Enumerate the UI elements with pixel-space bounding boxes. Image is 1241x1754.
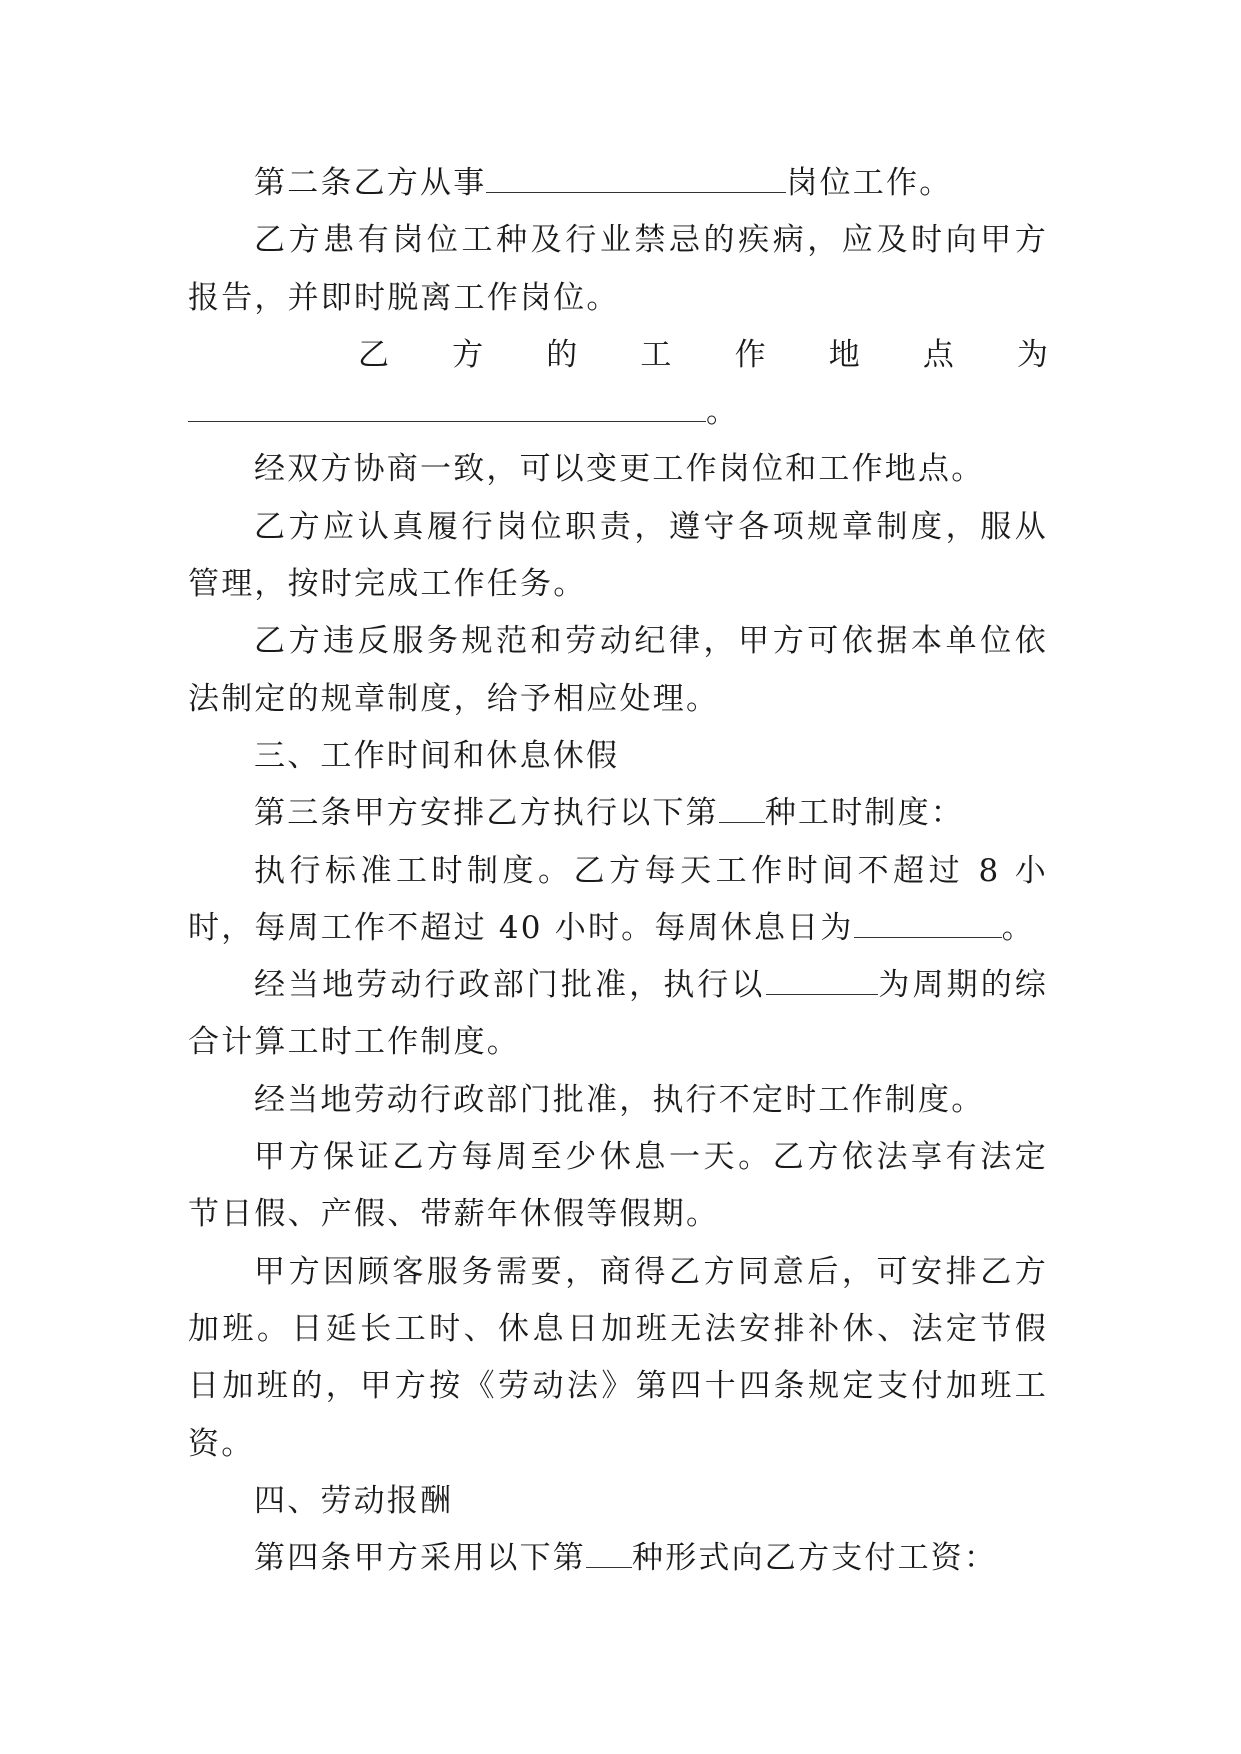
rest-guarantee-paragraph: 甲方保证乙方每周至少休息一天。乙方依法享有法定节日假、产假、带薪年休假等假期。	[188, 1139, 1048, 1233]
work-location-blank-line	[188, 384, 1048, 441]
overtime-paragraph: 甲方因顾客服务需要，商得乙方同意后，可安排乙方加班。日延长工时、休息日加班无法安排补休、法定节假日加班的，甲方按《劳动法》第四十四条规定支付加班工资。	[188, 1253, 1048, 1462]
article-3-text: 第三条甲方安排乙方执行以下第	[254, 795, 719, 832]
work-location-char: 乙	[358, 336, 389, 373]
work-location-char: 点	[922, 336, 954, 373]
article-3-paragraph	[188, 785, 1048, 842]
rest-day-blank	[854, 913, 1002, 938]
article-2-text: 第二条乙方从事	[254, 165, 487, 201]
taboo-disease-paragraph: 乙方患有岗位工种及行业禁忌的疾病，应及时向甲方报告，并即时脱离工作岗位。	[188, 222, 1048, 316]
standard-hours-paragraph	[188, 843, 1048, 958]
duties-paragraph: 乙方应认真履行岗位职责，遵守各项规章制度，服从管理，按时完成工作任务。	[188, 508, 1048, 603]
work-location-char: 工	[640, 336, 672, 373]
section-4-heading: 四、劳动报酬	[254, 1482, 454, 1519]
work-location-char: 的	[546, 336, 578, 373]
work-location-char: 为	[1016, 336, 1048, 373]
standard-hours-text: 执行标准工时制度。乙方每天工作时间不超过 8 小时，每周工作不超过 40 小时。每周休息日为	[188, 852, 1048, 946]
period-blank	[766, 970, 878, 995]
article-3-suffix: 种工时制度：	[764, 795, 965, 832]
standard-hours-end: 。	[1001, 909, 1035, 946]
work-location-char: 地	[828, 336, 860, 373]
work-location-char: 作	[734, 336, 766, 373]
comprehensive-hours-paragraph	[188, 957, 1048, 1072]
flexible-hours-paragraph: 经当地劳动行政部门批准，执行不定时工作制度。	[254, 1081, 985, 1118]
position-blank	[486, 168, 786, 193]
article-4-text: 第四条甲方采用以下第	[254, 1540, 586, 1577]
comprehensive-hours-suffix: 为周期的综合计算工时工作制度。	[188, 967, 1048, 1061]
article-2-suffix: 岗位工作。	[786, 165, 953, 201]
comprehensive-hours-text: 经当地劳动行政部门批准，执行以	[254, 967, 766, 1004]
article-4-suffix: 种形式向乙方支付工资：	[632, 1540, 998, 1577]
article-4-paragraph	[188, 1530, 1048, 1587]
wage-form-blank	[586, 1543, 632, 1568]
document-body	[188, 155, 1048, 1587]
violation-paragraph: 乙方违反服务规范和劳动纪律，甲方可依据本单位依法制定的规章制度，给予相应处理。	[188, 623, 1048, 717]
hours-system-blank	[719, 798, 765, 823]
section-3-heading: 三、工作时间和休息休假	[254, 737, 620, 774]
change-position-paragraph: 经双方协商一致，可以变更工作岗位和工作地点。	[254, 451, 985, 488]
work-location-char: 方	[452, 336, 484, 373]
work-location-line	[188, 327, 1048, 384]
work-location-end: 。	[706, 394, 737, 431]
article-2-paragraph	[188, 155, 1048, 212]
work-location-blank	[188, 397, 706, 422]
